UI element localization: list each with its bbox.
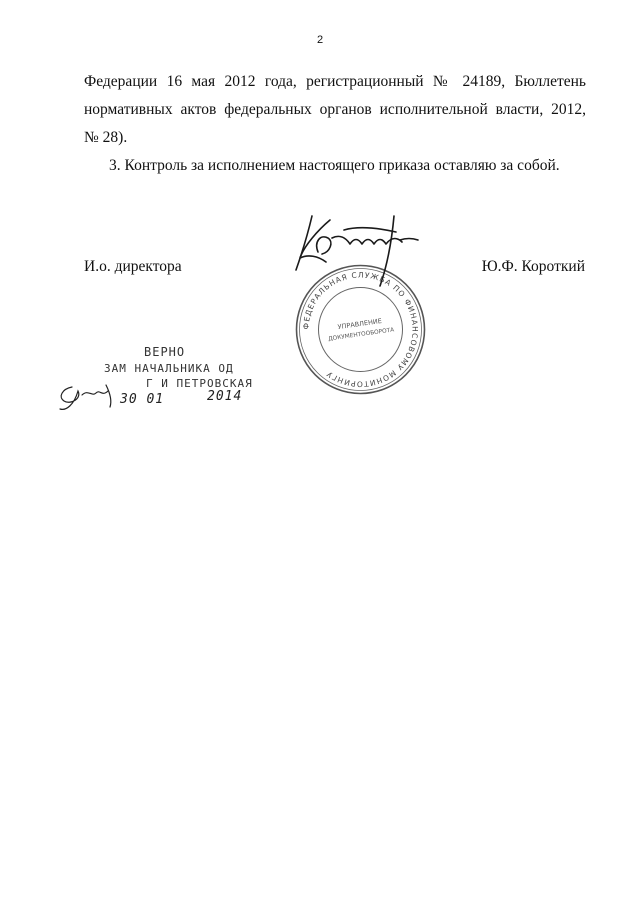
- body-line-2: нормативных актов федеральных органов исполнительной власти, 2012,: [84, 101, 586, 118]
- cert-date-year: 2014: [207, 389, 243, 404]
- certifier-signature-icon: [52, 375, 122, 415]
- page-number: 2: [316, 34, 324, 46]
- paragraph-3: 3. Контроль за исполнением настоящего приказа оставляю за собой.: [109, 157, 560, 174]
- document-body: [84, 68, 586, 180]
- signatory-title: И.о. директора: [84, 258, 182, 275]
- svg-text:ФЕДЕРАЛЬНАЯ СЛУЖБА ПО ФИНАНСОВ: [301, 270, 419, 388]
- director-signature-icon: [288, 208, 428, 288]
- signatory-name: Ю.Ф. Короткий: [481, 258, 585, 275]
- certification-stamp: [52, 340, 262, 420]
- cert-position: ЗАМ НАЧАЛЬНИКА ОД: [104, 362, 234, 375]
- seal-ring-text: ФЕДЕРАЛЬНАЯ СЛУЖБА ПО ФИНАНСОВОМУ МОНИТОРИНГУ: [301, 270, 420, 389]
- cert-verified: ВЕРНО: [144, 345, 186, 359]
- cert-date-day: 30 01: [120, 392, 165, 407]
- cert-name: Г И ПЕТРОВСКАЯ: [146, 377, 253, 390]
- seal-center-line-1: УПРАВЛЕНИЕ: [337, 316, 383, 332]
- body-line-3: № 28).: [84, 129, 128, 146]
- body-line-1: Федерации 16 мая 2012 года, регистрационный № 24189, Бюллетень: [84, 73, 586, 90]
- seal-center-line-2: ДОКУМЕНТООБОРОТА: [327, 327, 395, 343]
